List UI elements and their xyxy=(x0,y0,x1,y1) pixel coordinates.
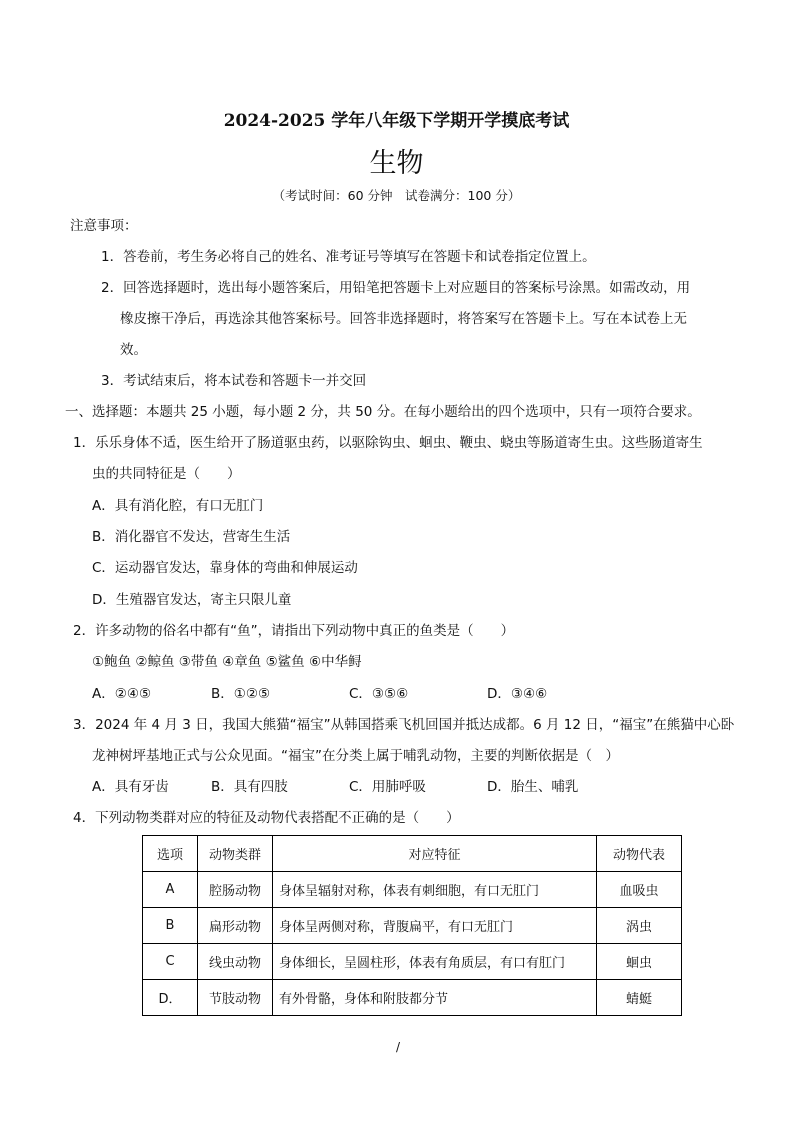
table-cell: 蜻蜓 xyxy=(597,980,682,1016)
subject-title: 生物 xyxy=(369,148,424,179)
table-row xyxy=(143,872,682,908)
section-heading: 一、选择题：本题共 25 小题，每小题 2 分，共 50 分。在每小题给出的四个选项中，只有一项符合要求。 xyxy=(65,404,701,420)
table-cell: 身体呈两侧对称，背腹扁平，有口无肛门 xyxy=(273,908,597,944)
question-3-option-d: D．胎生、哺乳 xyxy=(487,779,579,795)
table-cell: 涡虫 xyxy=(597,908,682,944)
question-3-stem-line-1: 3．2024 年 4 月 3 日，我国大熊猫“福宝”从韩国搭乘飞机回国并抵达成都。6 月 12 日，“福宝”在熊猫中心卧 xyxy=(73,717,735,733)
table-cell: 扁形动物 xyxy=(198,908,273,944)
table-row xyxy=(143,908,682,944)
question-2-option-b: B．①②⑤ xyxy=(211,686,271,702)
question-4-stem: 4．下列动物类群对应的特征及动物代表搭配不正确的是（ ） xyxy=(73,810,460,826)
question-2-animal-list: ①鲍鱼 ②鲸鱼 ③带鱼 ④章鱼 ⑤鲨鱼 ⑥中华鲟 xyxy=(92,654,362,670)
table-cell: 身体呈辐射对称，体表有刺细胞，有口无肛门 xyxy=(273,872,597,908)
table-cell: 节肢动物 xyxy=(198,980,273,1016)
question-1-option-c: C．运动器官发达，靠身体的弯曲和伸展运动 xyxy=(92,560,358,576)
table-row xyxy=(143,980,682,1016)
table-cell: C xyxy=(143,944,198,980)
notice-item-2-line-2: 橡皮擦干净后，再选涂其他答案标号。回答非选择题时，将答案写在答题卡上。写在本试卷上无 xyxy=(120,311,687,327)
question-1-option-b: B．消化器官不发达，营寄生生活 xyxy=(92,529,291,545)
table-cell: 有外骨骼，身体和附肢都分节 xyxy=(273,980,597,1016)
question-2-option-d: D．③④⑥ xyxy=(487,686,548,702)
exam-title: 2024-2025 学年八年级下学期开学摸底考试 xyxy=(223,111,570,131)
question-2-option-a: A．②④⑤ xyxy=(92,686,152,702)
table-header-cell: 动物类群 xyxy=(198,836,273,872)
question-1-option-d: D．生殖器官发达，寄主只限儿童 xyxy=(92,592,292,608)
table-header-cell: 选项 xyxy=(143,836,198,872)
question-3-stem-line-2: 龙神树坪基地正式与公众见面。“福宝”在分类上属于哺乳动物，主要的判断依据是（ ） xyxy=(92,748,619,764)
notice-item-1: 1．答卷前，考生务必将自己的姓名、准考证号等填写在答题卡和试卷指定位置上。 xyxy=(101,249,596,265)
question-4-table xyxy=(142,835,682,1016)
page-footer: / xyxy=(396,1040,401,1054)
question-2-stem: 2．许多动物的俗名中都有“鱼”，请指出下列动物中真正的鱼类是（ ） xyxy=(73,623,515,639)
question-1-stem-line-2: 虫的共同特征是（ ） xyxy=(92,466,241,482)
table-header-cell: 动物代表 xyxy=(597,836,682,872)
table-header-row xyxy=(143,836,682,872)
table-cell: 血吸虫 xyxy=(597,872,682,908)
table-cell: 线虫动物 xyxy=(198,944,273,980)
question-1-stem-line-1: 1．乐乐身体不适，医生给开了肠道驱虫药，以驱除钩虫、蛔虫、鞭虫、蛲虫等肠道寄生虫。这些肠道寄生 xyxy=(73,435,703,451)
question-2-option-c: C．③⑤⑥ xyxy=(349,686,409,702)
table-cell: B xyxy=(143,908,198,944)
notice-item-2-line-3: 效。 xyxy=(120,342,147,358)
question-1-option-a: A．具有消化腔，有口无肛门 xyxy=(92,498,264,514)
table-cell: A xyxy=(143,872,198,908)
table-cell: D． xyxy=(143,980,198,1016)
notice-item-3: 3．考试结束后，将本试卷和答题卡一并交回 xyxy=(101,373,367,389)
table-header-cell: 对应特征 xyxy=(273,836,597,872)
table-cell: 身体细长，呈圆柱形，体表有角质层，有口有肛门 xyxy=(273,944,597,980)
notice-item-2-line-1: 2．回答选择题时，选出每小题答案后，用铅笔把答题卡上对应题目的答案标号涂黑。如需改动，用 xyxy=(101,280,691,296)
notice-heading: 注意事项： xyxy=(70,218,138,234)
table-row xyxy=(143,944,682,980)
table-cell: 蛔虫 xyxy=(597,944,682,980)
question-3-option-c: C．用肺呼吸 xyxy=(349,779,426,795)
question-3-option-b: B．具有四肢 xyxy=(211,779,288,795)
question-3-option-a: A．具有牙齿 xyxy=(92,779,169,795)
table-cell: 腔肠动物 xyxy=(198,872,273,908)
exam-info: （考试时间：60 分钟 试卷满分：100 分） xyxy=(272,188,521,203)
